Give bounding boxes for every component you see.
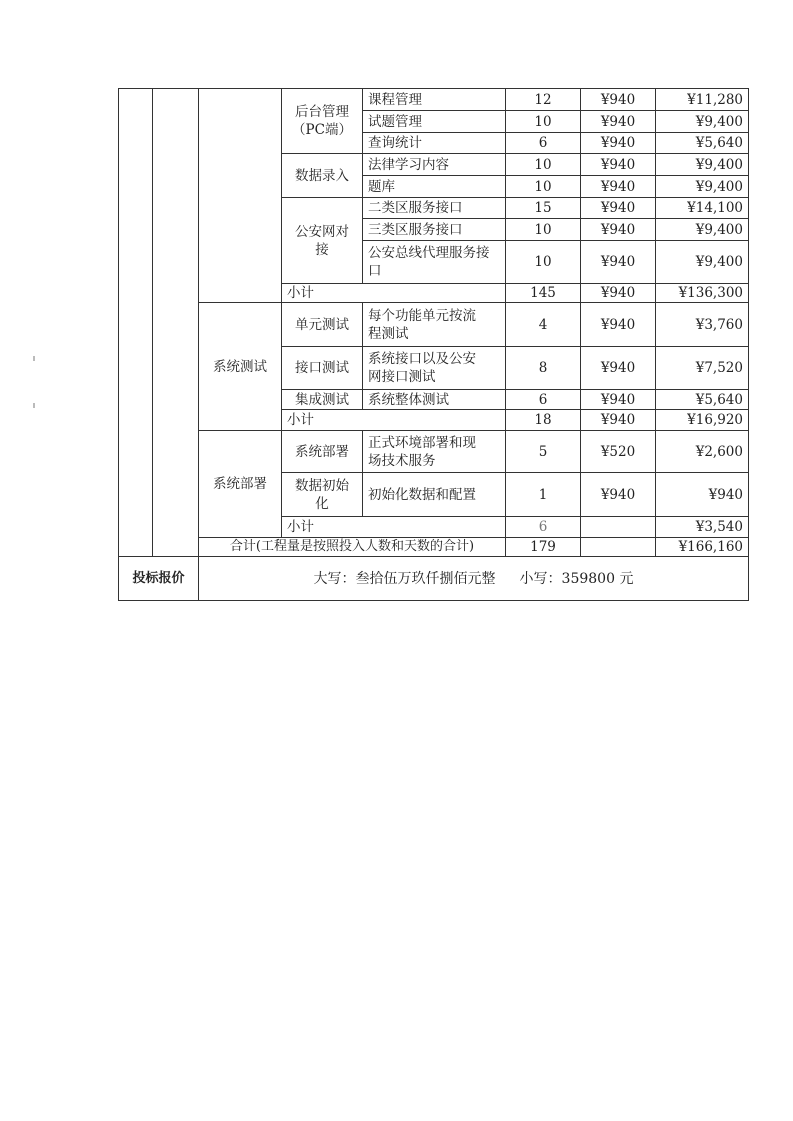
test-name: 集成测试 [281, 389, 363, 410]
item-content: 题库 [362, 175, 506, 198]
item-days: 10 [505, 240, 581, 284]
deploy-content: 正式环境部署和现场技术服务 [362, 430, 506, 473]
subtotal-label: 小计 [281, 409, 506, 431]
deploy-price: ¥520 [580, 430, 656, 473]
module-name: 数据录入 [281, 153, 363, 198]
subtotal-days: 18 [505, 409, 581, 431]
module-name: 后台管理（PC端） [281, 88, 363, 154]
test-price: ¥940 [580, 389, 656, 410]
item-content: 课程管理 [362, 88, 506, 111]
subtotal-days: 6 [505, 516, 581, 538]
grand-total-label: 合计(工程量是按照投入人数和天数的合计) [198, 537, 506, 557]
item-content: 试题管理 [362, 110, 506, 133]
item-days: 10 [505, 218, 581, 241]
item-price: ¥940 [580, 175, 656, 198]
test-price: ¥940 [580, 346, 656, 390]
bid-amount [198, 556, 749, 601]
item-total: ¥9,400 [655, 153, 749, 176]
item-days: 10 [505, 153, 581, 176]
test-days: 6 [505, 389, 581, 410]
deploy-days: 1 [505, 472, 581, 517]
item-days: 6 [505, 132, 581, 154]
item-total: ¥5,640 [655, 132, 749, 154]
left-column-2 [152, 88, 199, 557]
item-content: 法律学习内容 [362, 153, 506, 176]
test-name: 接口测试 [281, 346, 363, 390]
grand-total-total: ¥166,160 [655, 537, 749, 557]
subtotal-total: ¥16,920 [655, 409, 749, 431]
item-price: ¥940 [580, 218, 656, 241]
bid-lowercase: 小写：359800 元 [519, 570, 634, 587]
deploy-name: 数据初始化 [281, 472, 363, 517]
test-days: 8 [505, 346, 581, 390]
left-column-1 [118, 88, 153, 557]
item-content: 查询统计 [362, 132, 506, 154]
item-total: ¥9,400 [655, 175, 749, 198]
deploy-content: 初始化数据和配置 [362, 472, 506, 517]
item-total: ¥14,100 [655, 197, 749, 219]
deploy-days: 5 [505, 430, 581, 473]
test-total: ¥7,520 [655, 346, 749, 390]
item-content: 公安总线代理服务接口 [362, 240, 506, 284]
item-price: ¥940 [580, 197, 656, 219]
subtotal-price [580, 516, 656, 538]
item-price: ¥940 [580, 153, 656, 176]
scan-mark [33, 356, 35, 361]
item-price: ¥940 [580, 88, 656, 111]
deploy-total: ¥940 [655, 472, 749, 517]
item-total: ¥11,280 [655, 88, 749, 111]
item-total: ¥9,400 [655, 240, 749, 284]
item-days: 15 [505, 197, 581, 219]
module-name: 公安网对接 [281, 197, 363, 284]
test-content: 系统整体测试 [362, 389, 506, 410]
deploy-name: 系统部署 [281, 430, 363, 473]
subtotal-price: ¥940 [580, 409, 656, 431]
group-name: 系统测试 [198, 302, 282, 431]
test-total: ¥5,640 [655, 389, 749, 410]
grand-total-days: 179 [505, 537, 581, 557]
item-content: 二类区服务接口 [362, 197, 506, 219]
item-total: ¥9,400 [655, 110, 749, 133]
deploy-total: ¥2,600 [655, 430, 749, 473]
test-content: 系统接口以及公安网接口测试 [362, 346, 506, 390]
group-name: 系统部署 [198, 430, 282, 538]
item-content: 三类区服务接口 [362, 218, 506, 241]
scan-mark [33, 403, 35, 408]
left-column-3 [198, 88, 282, 303]
test-content: 每个功能单元按流程测试 [362, 302, 506, 347]
item-price: ¥940 [580, 110, 656, 133]
subtotal-total: ¥3,540 [655, 516, 749, 538]
subtotal-total: ¥136,300 [655, 283, 749, 303]
item-days: 12 [505, 88, 581, 111]
subtotal-days: 145 [505, 283, 581, 303]
subtotal-label: 小计 [281, 516, 506, 538]
item-days: 10 [505, 110, 581, 133]
item-total: ¥9,400 [655, 218, 749, 241]
bid-uppercase: 大写：叁拾伍万玖仟捌佰元整 [313, 570, 496, 587]
test-price: ¥940 [580, 302, 656, 347]
item-price: ¥940 [580, 240, 656, 284]
test-total: ¥3,760 [655, 302, 749, 347]
test-name: 单元测试 [281, 302, 363, 347]
deploy-price: ¥940 [580, 472, 656, 517]
grand-total-price [580, 537, 656, 557]
item-price: ¥940 [580, 132, 656, 154]
test-days: 4 [505, 302, 581, 347]
subtotal-price: ¥940 [580, 283, 656, 303]
subtotal-label: 小计 [281, 283, 506, 303]
bid-label: 投标报价 [118, 556, 199, 601]
item-days: 10 [505, 175, 581, 198]
